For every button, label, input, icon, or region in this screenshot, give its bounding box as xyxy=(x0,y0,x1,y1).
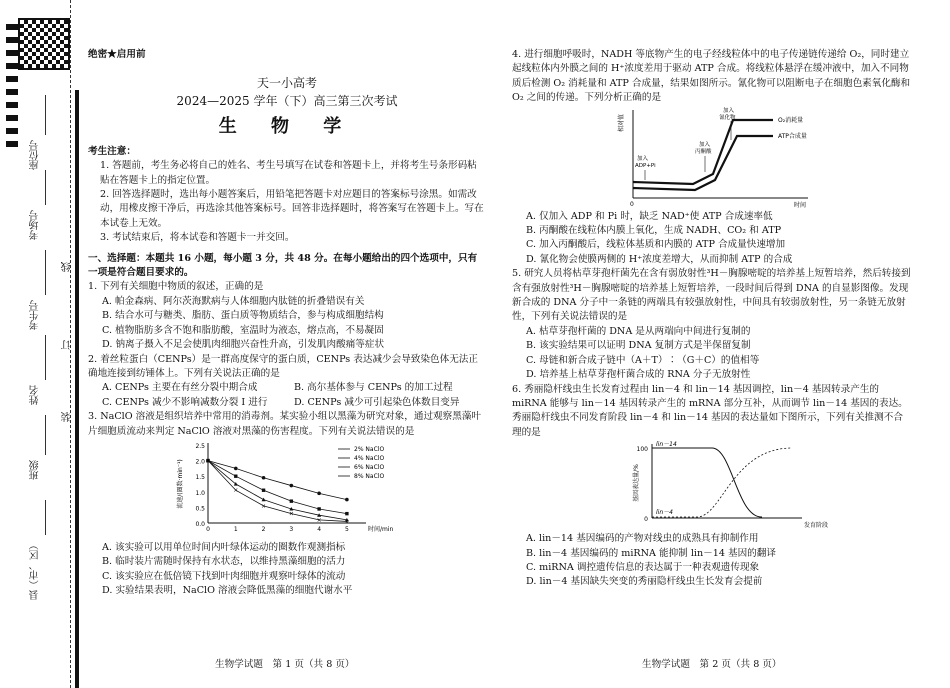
data-point xyxy=(345,498,349,502)
data-point: × xyxy=(288,510,294,518)
q2-stem: 2. 着丝粒蛋白（CENPs）是一群高度保守的蛋白质，CENPs 表达减少会导致染色体无法正确地连接到纺锤体上。下列有关说法正确的是 xyxy=(88,353,478,379)
binding-bar xyxy=(75,90,79,688)
series-line xyxy=(208,461,347,514)
data-point xyxy=(234,474,237,477)
q4-stem: 4. 进行细胞呼吸时，NADH 等底物产生的电子经线粒体中的电子传递链传递给 O₂，同时建立起线粒体内外膜之间的 H⁺浓度差用于驱动 ATP 合成。将线粒体悬浮在缓冲液中，加入不同物质后检测 O₂ 消耗量和 ATP 合成量，结果如图所示。氰化物可以阻断电子在细胞色素氧化酶和 O₂ 之间的传递。下列分析正确的是 xyxy=(512,49,911,104)
notice-item: 2. 回答选择题时，选出每小题答案后，用铅笔把答题卡对应题目的答案标号涂黑。如需改动，用橡皮擦干净后，再选涂其他答案标号。回答非选择题时，将答案写在答题卡上。写在本试卷上无效。 xyxy=(100,189,484,229)
lin-expression-chart xyxy=(622,440,852,532)
footer-page-2: 生物学试题 第 2 页（共 8 页） xyxy=(642,659,782,670)
data-point xyxy=(317,507,320,510)
data-point: × xyxy=(261,502,267,510)
x-tick-label: 1 xyxy=(233,525,238,533)
x-tick-label: 0 xyxy=(206,525,210,533)
data-point xyxy=(262,498,266,502)
q3-option-d: D. 实验结果表明，NaClO 溶液会降低黑藻的细胞代谢水平 xyxy=(102,585,353,597)
notice-title: 考生注意： xyxy=(88,145,136,157)
annotation: 丙酮酸 xyxy=(695,148,712,155)
data-point: × xyxy=(233,487,239,495)
series-line xyxy=(208,461,347,500)
x-tick-label: 3 xyxy=(289,525,294,533)
q6-option-a: A. lin－14 基因编码的产物对线虫的成熟具有抑制作用 xyxy=(526,533,759,545)
county-line xyxy=(45,500,46,535)
q1-option-a: A. 帕金森病、阿尔茨海默病与人体细胞内肽链的折叠错误有关 xyxy=(102,295,365,307)
annotation: 氰化物 xyxy=(719,114,736,121)
series-label: lin－14 xyxy=(656,441,677,449)
y-tick-label: 0 xyxy=(644,516,648,524)
x-tick-label: 4 xyxy=(317,525,322,533)
legend-entry: 8% NaClO xyxy=(354,472,385,480)
q5-option-d: D. 培养基上枯草芽孢杆菌合成的 RNA 分子无放射性 xyxy=(526,369,751,381)
page-2 xyxy=(512,48,912,590)
y-axis-label: 流速/(圈数·min⁻¹) xyxy=(177,459,184,509)
class-line xyxy=(45,415,46,455)
q2-options-row2 xyxy=(88,396,486,410)
binding-strip xyxy=(0,0,80,688)
lin14-line xyxy=(652,448,762,517)
seat-line xyxy=(45,95,46,135)
q2-options-row1 xyxy=(88,381,486,395)
data-point: × xyxy=(344,518,350,526)
q4-option-a: A. 仅加入 ADP 和 Pi 时，缺乏 NAD⁺使 ATP 合成速率低 xyxy=(526,210,773,222)
q3-option-b: B. 临时装片需随时保持有水状态，以维持黑藻细胞的活力 xyxy=(102,556,346,568)
q2-option-c: C. CENPs 减少不影响减数分裂 I 进行 xyxy=(102,396,268,408)
label-name: 姓名 xyxy=(30,385,41,405)
alignment-marks xyxy=(6,24,18,154)
x-axis-label: 时间 xyxy=(794,201,807,209)
x-axis-label: 发育阶段 xyxy=(804,522,829,530)
q5-option-a: A. 枯草芽孢杆菌的 DNA 是从两端向中间进行复制的 xyxy=(526,325,751,337)
cut-word-order: 订 xyxy=(62,340,73,350)
label-county: 县（市、区） xyxy=(30,540,41,600)
q4-option-c: C. 加入丙酮酸后，线粒体基质和内膜的 ATP 合成量快速增加 xyxy=(526,239,786,251)
y-tick-label: 2.5 xyxy=(195,442,205,450)
examinee-line xyxy=(45,250,46,295)
notice-item: 3. 考试结束后，将本试卷和答题卡一并交回。 xyxy=(100,232,295,244)
annotation: 加入 xyxy=(723,107,735,114)
room-line xyxy=(45,170,46,205)
exam-org: 天一小高考 xyxy=(256,76,317,91)
series-line xyxy=(208,461,347,520)
y-tick-label: 1.0 xyxy=(195,489,205,497)
q2-option-b: B. 高尔基体参与 CENPs 的加工过程 xyxy=(294,382,453,394)
annotation: ADP+Pi xyxy=(635,162,656,169)
series-label: ATP合成量 xyxy=(778,132,807,140)
q3-stem: 3. NaClO 溶液是组织培养中常用的消毒剂。某实验小组以黑藻为研究对象，通过观察黑藻叶片细胞质流动来判定 NaClO 溶液对黑藻的伤害程度。下列有关说法错误的是 xyxy=(88,411,482,437)
q6-stem: 6. 秀丽隐杆线虫生长发育过程由 lin－4 和 lin－14 基因调控，lin－4 基因转录产生的 miRNA 能够与 lin－14 基因转录产生的 mRNA 部分互补，从而调节 lin－14 基因的表达。秀丽隐杆线虫不同发育阶段 lin－4 和 lin－14 基因的表达量如下图所示，下列有关推测不合理的是 xyxy=(512,383,908,438)
q2-option-d: D. CENPs 减少可引起染色体数目变异 xyxy=(294,396,460,408)
q6-option-d: D. lin－4 基因缺失突变的秀丽隐杆线虫生长发育会提前 xyxy=(526,576,763,588)
origin-label: 0 xyxy=(630,200,634,208)
y-tick-label: 100 xyxy=(636,446,648,454)
legend-entry: 6% NaClO xyxy=(354,463,385,471)
q4-option-b: B. 丙酮酸在线粒体内膜上氧化，生成 NADH、CO₂ 和 ATP xyxy=(526,225,782,237)
data-point xyxy=(290,484,294,488)
annotation: 加入 xyxy=(699,141,711,148)
q4-option-d: D. 氰化物会使膜两侧的 H⁺浓度差增大，从而抑制 ATP 的合成 xyxy=(526,253,793,265)
confidential-mark: 绝密★启用前 xyxy=(88,49,146,60)
q1-option-b: B. 结合水可与糖类、脂肪、蛋白质等物质结合，参与构成细胞结构 xyxy=(102,310,384,322)
series-label: lin－4 xyxy=(656,509,673,517)
label-seat: 座位号 xyxy=(30,140,41,170)
q6-option-b: B. lin－4 基因编码的 miRNA 能抑制 lin－14 基因的翻译 xyxy=(526,547,776,559)
y-tick-label: 2.0 xyxy=(195,458,205,466)
y-tick-label: 1.5 xyxy=(195,474,205,482)
data-point xyxy=(345,512,348,515)
q1-option-c: C. 植物脂肪多含不饱和脂肪酸，室温时为液态，熔点高，不易凝固 xyxy=(102,324,384,336)
qr-code xyxy=(18,18,70,70)
q6-option-c: C. miRNA 调控遗传信息的表达属于一种表观遗传现象 xyxy=(526,561,760,573)
q3-option-a: A. 该实验可以用单位时间内叶绿体运动的圈数作观测指标 xyxy=(102,541,346,553)
y-tick-label: 0.0 xyxy=(195,520,205,528)
legend-entry: 2% NaClO xyxy=(354,445,385,453)
label-room: 考场号 xyxy=(30,210,41,240)
x-tick-label: 2 xyxy=(261,525,266,533)
label-class: 班级 xyxy=(30,460,41,480)
exam-name: 2024—2025 学年（下）高三第三次考试 xyxy=(176,94,398,109)
x-axis-label: 时间/min xyxy=(368,525,394,533)
q1-stem: 1. 下列有关细胞中物质的叙述，正确的是 xyxy=(88,281,264,293)
data-point xyxy=(234,467,238,471)
q5-option-c: C. 母链和新合成子链中（A＋T）∶（G＋C）的值相等 xyxy=(526,354,760,366)
q2-option-a: A. CENPs 主要在有丝分裂中期合成 xyxy=(102,382,258,394)
section-heading: 一、选择题：本题共 16 小题，每小题 3 分，共 48 分。在每小题给出的四个选项中，只有一项是符合题目要求的。 xyxy=(88,252,478,279)
name-line xyxy=(45,335,46,380)
series-label: O₂消耗量 xyxy=(778,116,804,124)
label-examinee: 考生号 xyxy=(30,300,41,330)
lin4-line xyxy=(652,448,792,517)
naclo-flow-chart xyxy=(168,439,408,541)
data-point: × xyxy=(316,516,322,524)
mito-respiration-chart xyxy=(607,106,847,210)
cut-word-bind: 装 xyxy=(62,412,73,422)
data-point: × xyxy=(205,457,211,465)
data-point xyxy=(317,491,321,495)
y-axis-label: 相对值 xyxy=(618,113,625,132)
y-tick-label: 0.5 xyxy=(195,505,205,513)
footer-page-1: 生物学试题 第 1 页（共 8 页） xyxy=(215,659,355,670)
annotation: 加入 xyxy=(637,155,649,162)
notice-item: 1. 答题前，考生务必将自己的姓名、考生号填写在试卷和答题卡上，并将考生号条形码粘贴在答题卡上的指定位置。 xyxy=(100,160,477,186)
y-axis-label: 基因表达量/% xyxy=(633,464,640,502)
page-1 xyxy=(88,48,486,599)
cut-word-line: 线 xyxy=(62,262,73,272)
subject-title: 生 物 学 xyxy=(218,116,356,138)
data-point xyxy=(262,476,266,480)
series-line xyxy=(208,461,347,522)
data-point xyxy=(290,499,293,502)
legend-entry: 4% NaClO xyxy=(354,454,385,462)
q5-option-b: B. 该实验结果可以证明 DNA 复制方式是半保留复制 xyxy=(526,340,751,352)
q1-option-d: D. 钠离子摄入不足会使肌肉细胞兴奋性升高，引发肌肉酸痛等症状 xyxy=(102,339,385,351)
data-point xyxy=(262,488,265,491)
x-tick-label: 5 xyxy=(344,525,349,533)
q3-option-c: C. 该实验应在低倍镜下找到叶肉细胞并观察叶绿体的流动 xyxy=(102,570,346,582)
q5-stem: 5. 研究人员将枯草芽孢杆菌先在含有弱放射性³H－胸腺嘧啶的培养基上短暂培养，然后转接到含有强放射性³H－胸腺嘧啶的培养基上短暂培养，一段时间后得到 DNA 的自显影图像。发现新合成的 DNA 分子中一条链的两端具有较强放射性，中间具有较弱放射性，另一条链无放射性，下列有关说法错误的是 xyxy=(512,268,911,323)
